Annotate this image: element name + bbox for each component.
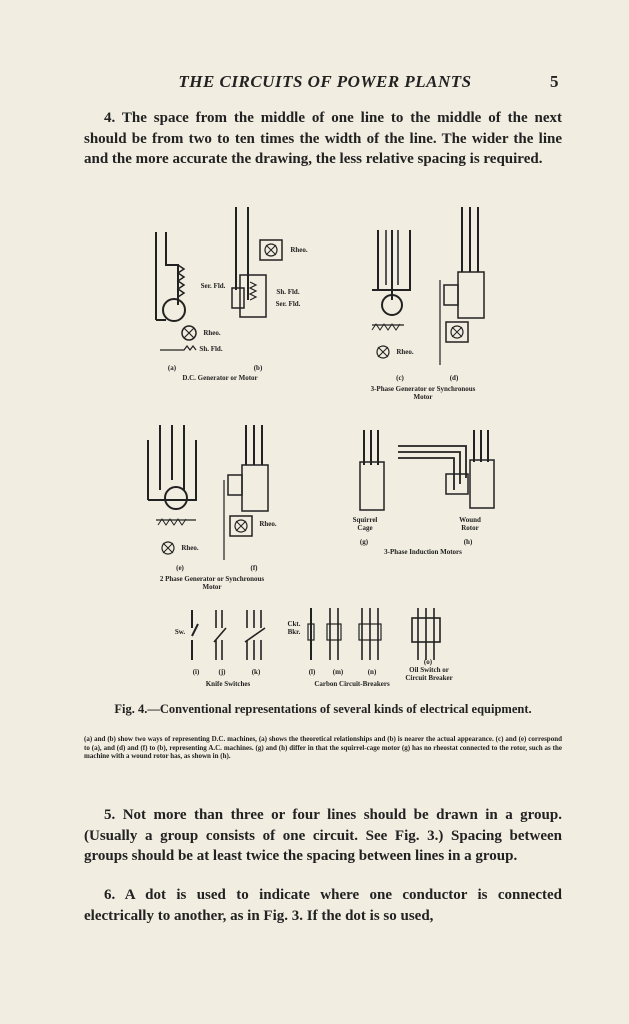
label-ser-fld: Ser. Fld. [200,282,226,290]
label-rheo-c: Rheo. [396,348,414,356]
label-three-phase-gen: 3-Phase Generator or Synchronous Motor [370,385,476,401]
label-ser-fld-b: Ser. Fld. [275,300,301,308]
label-carbon-breakers: Carbon Circuit-Breakers [314,680,390,688]
label-rheo-e: Rheo. [181,544,199,552]
label-induction-motors: 3-Phase Induction Motors [384,548,462,556]
label-i: (i) [192,668,200,676]
label-sh-fld-b: Sh. Fld. [276,288,300,296]
page-header [0,72,629,96]
label-knife-switches: Knife Switches [205,680,251,688]
diagram-c [372,230,410,358]
diagram-d [440,207,484,365]
label-g: (g) [359,538,369,546]
label-wound-rotor: Wound Rotor [459,516,481,532]
label-l: (l) [308,668,316,676]
label-rheo-b: Rheo. [290,246,308,254]
label-f: (f) [250,564,258,572]
label-sh-fld-a: Sh. Fld. [199,345,223,353]
paragraph-4-text: 4. The space from the middle of one line to the middle of the next should be from two to ten times the width of the line. The wider the line and the more accurate the drawing, the less relative spacing is required. [84,110,562,167]
label-sw: Sw. [174,628,186,636]
label-h: (h) [463,538,473,546]
label-n: (n) [367,668,377,676]
label-c: (c) [396,374,404,382]
label-o: (o) [423,658,433,666]
diagram-h [398,430,494,508]
label-oil-switch: Oil Switch or Circuit Breaker [405,666,453,682]
label-d: (d) [449,374,459,382]
running-title: THE CIRCUITS OF POWER PLANTS [178,72,472,91]
figure-notes: (a) and (b) show two ways of representing D.C. machines, (a) shows the theoretical relationships and (b) is nearer the actual appearance. (c) and (e) correspond to (a), and (d) and (f) to (b), representing A.C. machines. (g) and (h) differ in that the squirrel-cage motor (g) has no rheostat connected to the rotor, such as the machine with a wound rotor has, as shown in (h). [84,735,562,761]
page-number: 5 [550,72,559,91]
label-dc-generator: D.C. Generator or Motor [182,374,258,382]
label-j: (j) [218,668,226,676]
diagram-a [156,232,196,350]
diagram-g [360,430,384,510]
label-two-phase-gen: 2 Phase Generator or Synchronous Motor [159,575,265,591]
paragraph-6 [84,885,562,926]
label-rheo-f: Rheo. [259,520,277,528]
label-k: (k) [251,668,261,676]
label-a: (a) [167,364,177,372]
label-squirrel-cage: Squirrel Cage [352,516,378,532]
paragraph-5 [84,805,562,867]
label-ckt-bkr: Ckt. Bkr. [287,620,301,636]
paragraph-5-text: 5. Not more than three or four lines should be drawn in a group. (Usually a group consists of one circuit. See Fig. 3.) Spacing between groups should be at least twice the spacing between lines in a group. [84,807,562,864]
diagram-switches [192,608,440,660]
label-m: (m) [332,668,344,676]
diagram-f [224,425,268,560]
label-rheo-a: Rheo. [203,329,221,337]
label-e: (e) [176,564,184,572]
diagram-e [148,425,196,554]
figure-caption: Fig. 4.—Conventional representations of several kinds of electrical equipment. [114,702,532,716]
paragraph-6-text: 6. A dot is used to indicate where one conductor is connected electrically to another, as in Fig. 3. If the dot is so used, [84,887,562,924]
paragraph-4 [84,108,562,170]
label-b: (b) [253,364,263,372]
